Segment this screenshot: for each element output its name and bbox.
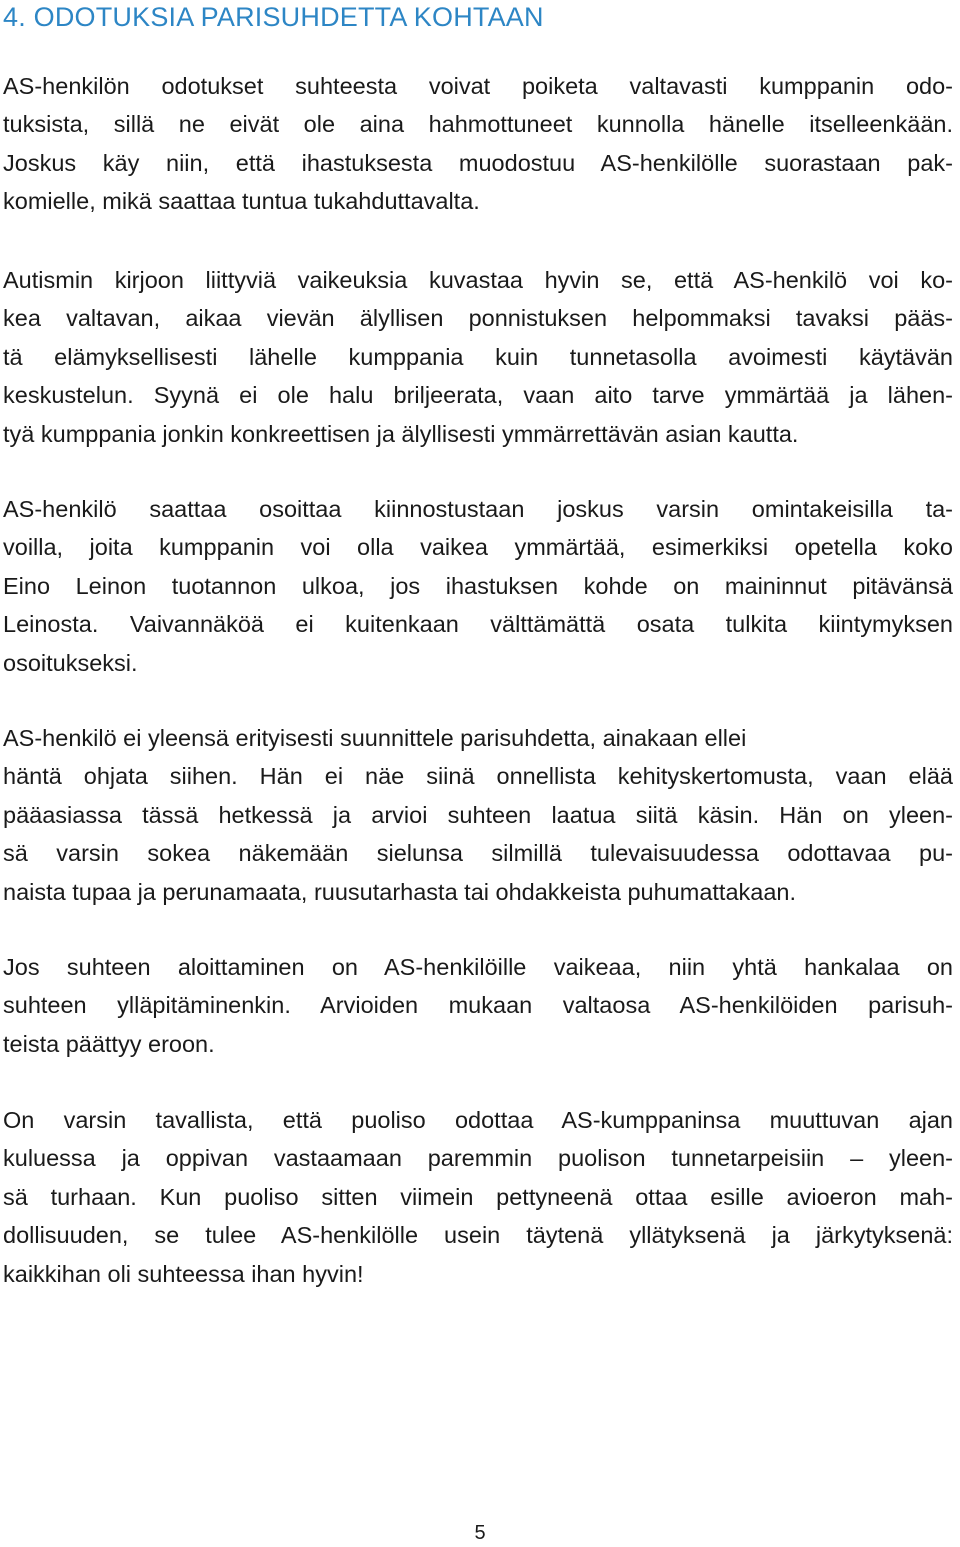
text-line: häntä ohjata siihen. Hän ei näe siinä onnellista kehityskertomusta, vaan elää bbox=[3, 763, 953, 790]
text-line: pääasiassa tässä hetkessä ja arvioi suhteen laatua siitä käsin. Hän on yleen- bbox=[3, 801, 953, 828]
paragraph-2 bbox=[3, 261, 953, 453]
text-line: Autismin kirjoon liittyviä vaikeuksia kuvastaa hyvin se, että AS-henkilö voi ko- bbox=[3, 267, 953, 293]
text-line: komielle, mikä saattaa tuntua tukahduttavalta. bbox=[3, 188, 480, 215]
paragraph-1 bbox=[3, 67, 953, 221]
text-line: teista päättyy eroon. bbox=[3, 1030, 215, 1057]
text-line: AS-henkilön odotukset suhteesta voivat poiketa valtavasti kumppanin odo- bbox=[3, 73, 953, 99]
text-line: kaikkihan oli suhteessa ihan hyvin! bbox=[3, 1260, 364, 1287]
text-line: AS-henkilö saattaa osoittaa kiinnostustaan joskus varsin omintakeisilla ta- bbox=[3, 496, 953, 522]
text-line: sä varsin sokea näkemään sielunsa silmillä tulevaisuudessa odottavaa pu- bbox=[3, 840, 953, 867]
paragraph-6 bbox=[3, 1101, 953, 1293]
text-line: Jos suhteen aloittaminen on AS-henkilöille vaikeaa, niin yhtä hankalaa on bbox=[3, 954, 953, 980]
page-number: 5 bbox=[474, 1522, 486, 1544]
text-line: Eino Leinon tuotannon ulkoa, jos ihastuksen kohde on maininnut pitävänsä bbox=[3, 572, 953, 599]
text-line: tä elämyksellisesti lähelle kumppania kuin tunnetasolla avoimesti käytävän bbox=[3, 343, 953, 370]
text-line: keskustelun. Syynä ei ole halu briljeerata, vaan aito tarve ymmärtää ja lähen- bbox=[3, 382, 953, 409]
text-line: On varsin tavallista, että puoliso odottaa AS-kumppaninsa muuttuvan ajan bbox=[3, 1107, 953, 1133]
text-line: naista tupaa ja perunamaata, ruusutarhasta tai ohdakkeista puhumattakaan. bbox=[3, 878, 796, 905]
text-line: voilla, joita kumppanin voi olla vaikea ymmärtää, esimerkiksi opetella koko bbox=[3, 534, 953, 561]
text-line: tuksista, sillä ne eivät ole aina hahmottuneet kunnolla hänelle itselleenkään. bbox=[3, 111, 953, 138]
section-heading: 4. ODOTUKSIA PARISUHDETTA KOHTAAN bbox=[3, 2, 544, 32]
text-line: AS-henkilö ei yleensä erityisesti suunnittele parisuhdetta, ainakaan ellei bbox=[3, 725, 747, 751]
text-line: kuluessa ja oppivan vastaamaan paremmin puolison tunnetarpeisiin – yleen- bbox=[3, 1145, 953, 1172]
paragraph-4 bbox=[3, 719, 953, 911]
paragraph-5 bbox=[3, 948, 953, 1063]
text-line: Leinosta. Vaivannäköä ei kuitenkaan välttämättä osata tulkita kiintymyksen bbox=[3, 611, 953, 638]
text-line: sä turhaan. Kun puoliso sitten viimein pettyneenä ottaa esille avioeron mah- bbox=[3, 1183, 953, 1210]
text-line: osoitukseksi. bbox=[3, 649, 138, 676]
text-line: suhteen ylläpitäminenkin. Arvioiden mukaan valtaosa AS-henkilöiden parisuh- bbox=[3, 992, 953, 1019]
paragraph-3 bbox=[3, 490, 953, 682]
text-line: kea valtavan, aikaa vievän älyllisen ponnistuksen helpommaksi tavaksi pääs- bbox=[3, 305, 953, 332]
text-line: dollisuuden, se tulee AS-henkilölle usein täytenä yllätyksenä ja järkytyksenä: bbox=[3, 1222, 953, 1249]
text-line: tyä kumppania jonkin konkreettisen ja älyllisesti ymmärrettävän asian kautta. bbox=[3, 420, 799, 447]
text-line: Joskus käy niin, että ihastuksesta muodostuu AS-henkilölle suorastaan pak- bbox=[3, 149, 953, 176]
